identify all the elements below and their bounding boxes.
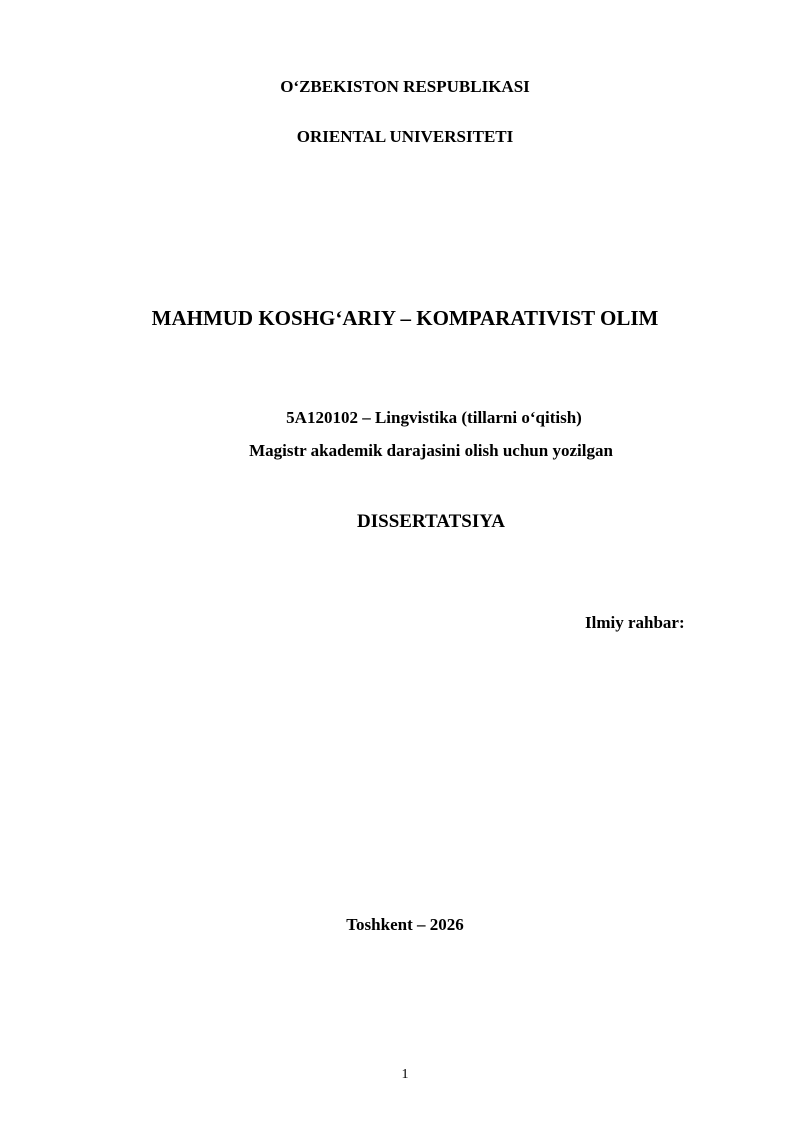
page-number: 1 [401, 1067, 409, 1082]
degree-line: Magistr akademik darajasini olish uchun yozilgan [249, 441, 613, 460]
place-year: Toshkent – 2026 [346, 915, 464, 934]
document-title: MAHMUD KOSHG‘ARIY – KOMPARATIVIST OLIM [151, 306, 659, 330]
country-heading: O‘ZBEKISTON RESPUBLIKASI [280, 77, 530, 96]
university-heading: ORIENTAL UNIVERSITETI [296, 127, 514, 146]
advisor-label: Ilmiy rahbar: [585, 613, 685, 632]
specialty-line: 5A120102 – Lingvistika (tillarni o‘qitish) [286, 408, 582, 427]
document-type: DISSERTATSIYA [357, 511, 505, 532]
